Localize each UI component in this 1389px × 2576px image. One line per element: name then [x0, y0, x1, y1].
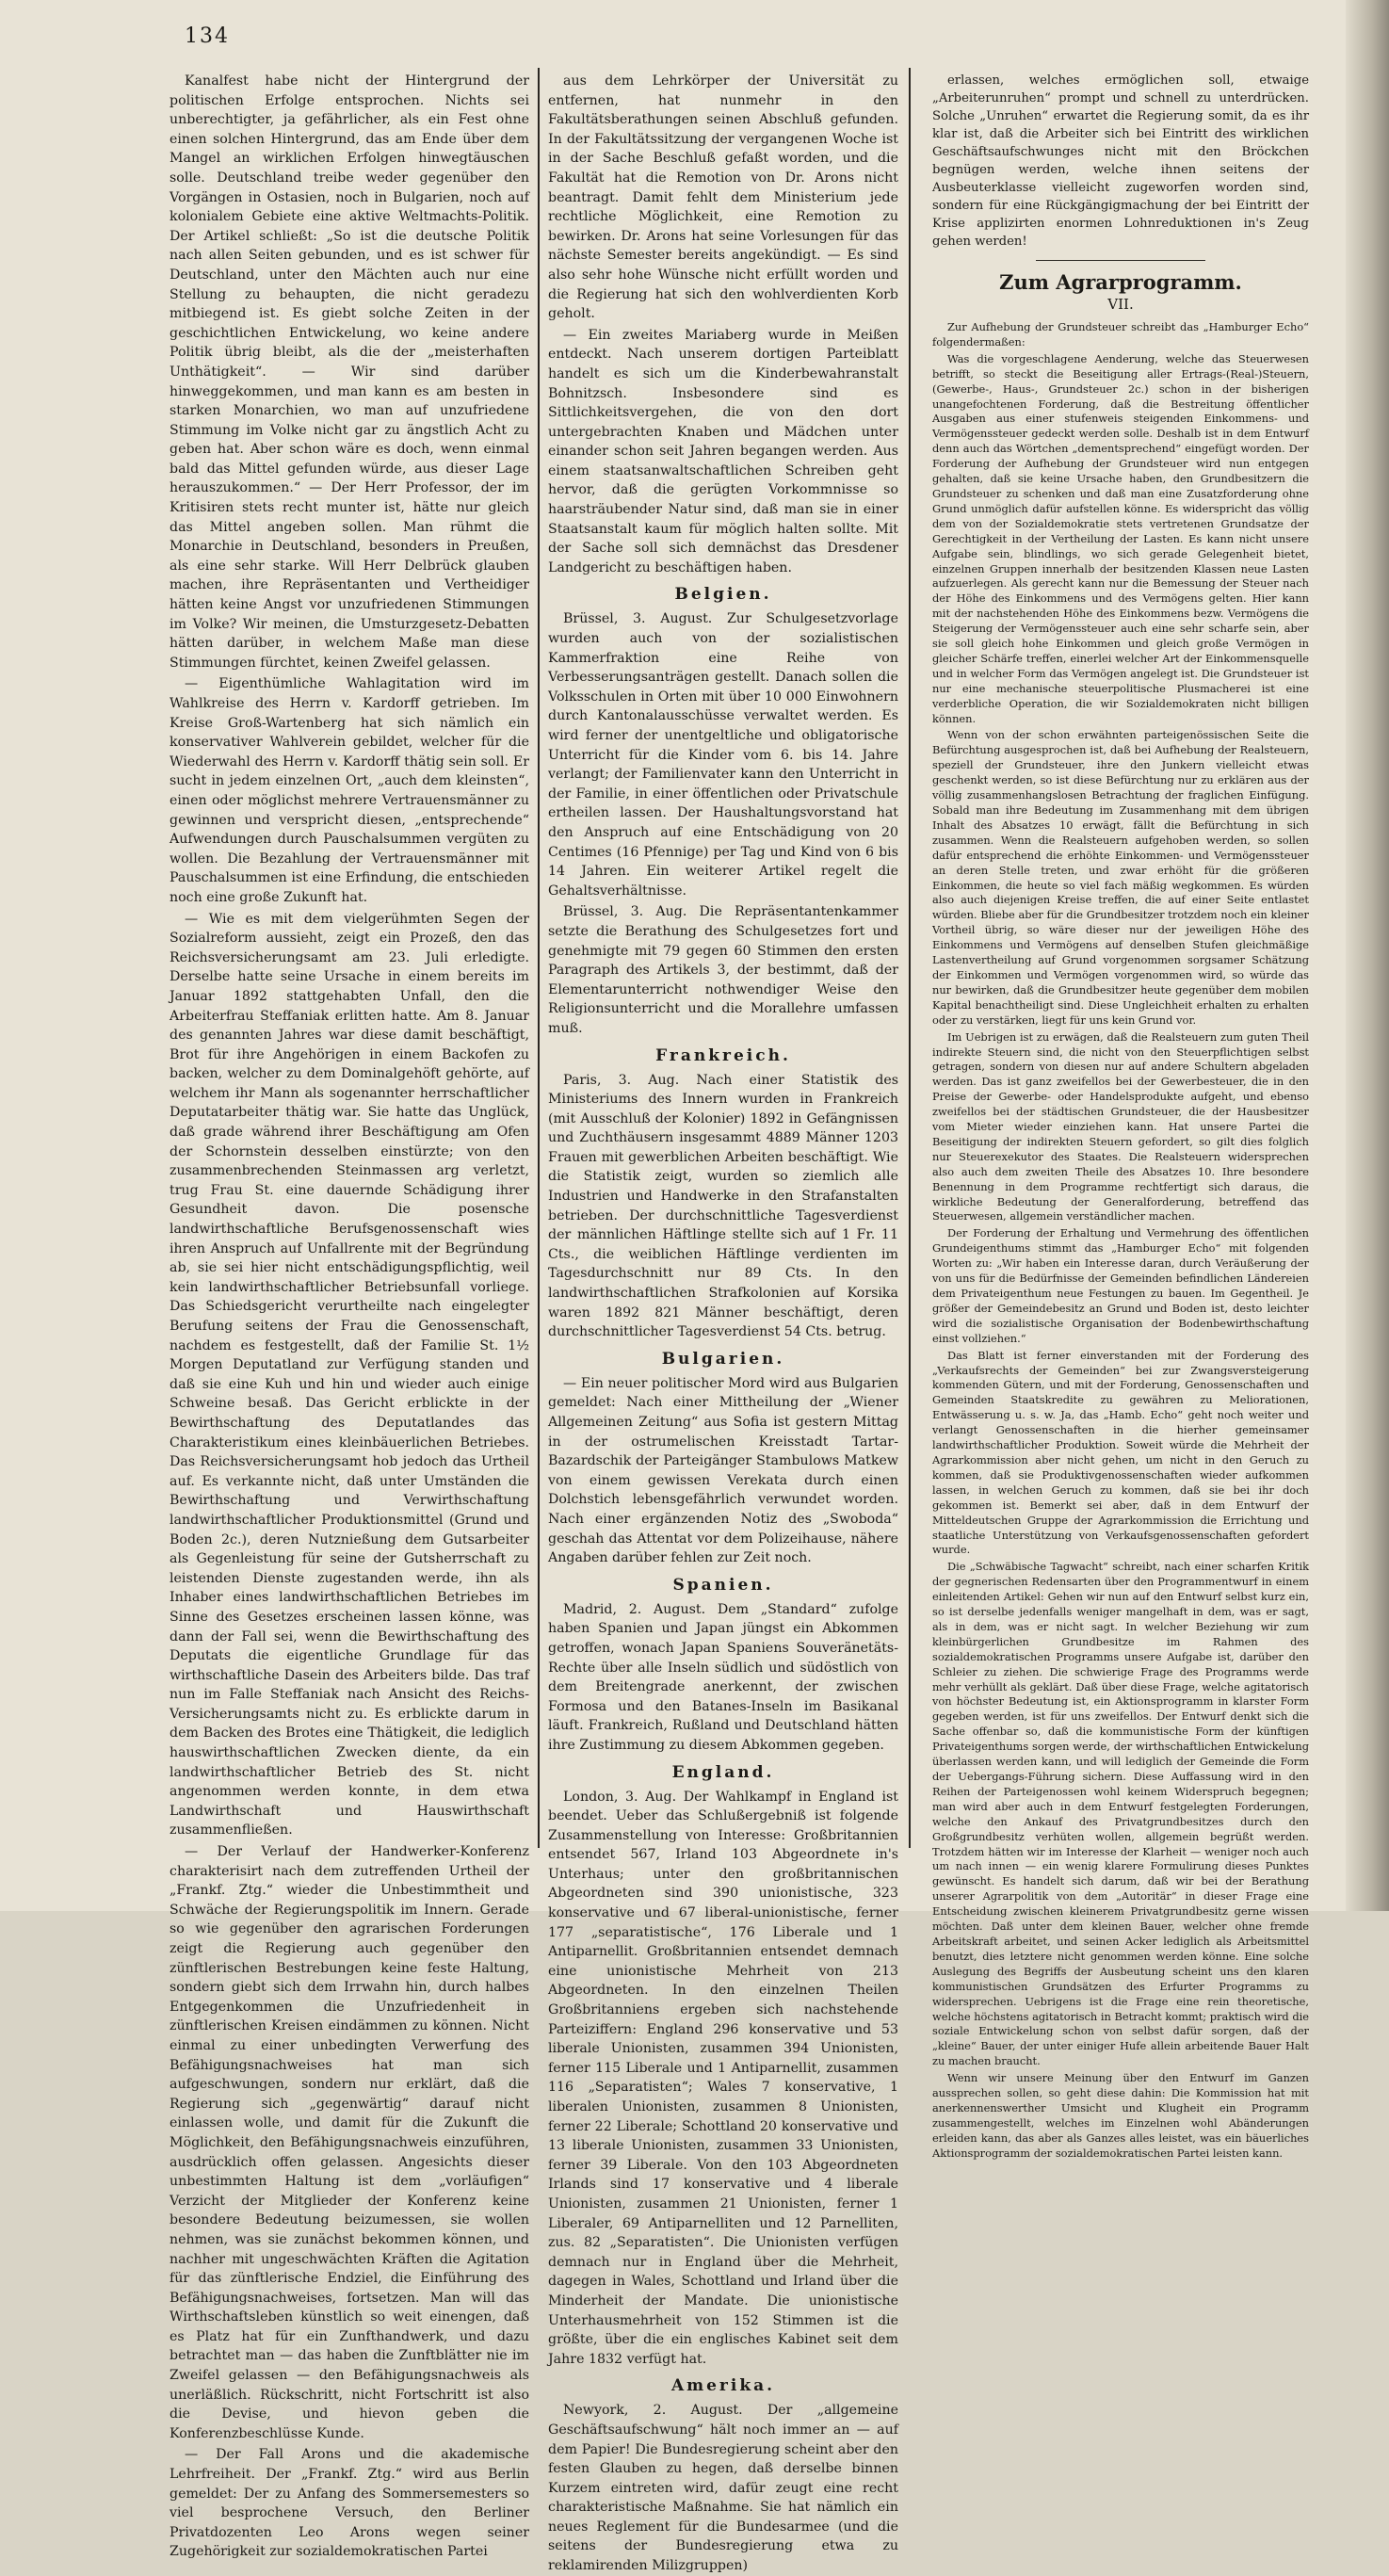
article-paragraph: — Ein neuer politischer Mord wird aus Bulgarien gemeldet: Nach einer Mittheilung der „Wiener Allgemeinen Zeitung“ aus Sofia ist gestern Mittag in der ostrumelischen Kreisstadt Tartar-Bazardschik der Parteigänger Stambulows Matkew von einem gewissen Verekata durch einen Dolchstich lebensgefährlich verwundet worden. Nach einer ergänzenden Notiz des „Swoboda“ geschah das Attentat vor dem Polizeihause, nähere Angaben darüber fehlen zur Zeit noch.: [548, 1375, 898, 1566]
article-paragraph: Wenn von der schon erwähnten parteigenössischen Seite die Befürchtung ausgesprochen ist, daß bei Aufhebung der Realsteuern, speziell der Grundsteuer, ihre den Junkern vielleicht etwas geschenkt werden, so ist diese Befürchtung nur zu erklären aus der völlig zusammenhangslosen Betrachtung der fraglichen Einfügung. Sobald man ihre Bedeutung im Zusammenhang mit dem übrigen Inhalt des Absatzes 10 erwägt, fällt die Befürchtung in sich zusammen. Wenn die Realsteuern aufgehoben werden, so sollen dafür entsprechend die erhöhte Einkommen- und Vermögenssteuer an deren Stelle treten, und zwar erhöht für die größeren Einkommen, die heute so viel fach mäßig wegkommen. Es würden also auch diejenigen Kreise treffen, die auf einer Seite entlastet würden. Bliebe aber für die Grundbesitzer trotzdem noch ein kleiner Vortheil übrig, so wäre dieser nur der jeweiligen Höhe des Einkommens und Vermögens auf denselben Stufen gleichmäßige Lastenvertheilung auf Grund vorgenommen sorgsamer Schätzung der Einkommen und Vermögen vorgenommen wird, so würde das nur bewirken, daß die Grundbesitzer heute gegenüber dem mobilen Kapital benachtheiligt sind. Diese Ungleichheit erhalten zu erhalten oder zu verstärken, liegt für uns kein Grund vor.: [932, 728, 1309, 1027]
article-paragraph: London, 3. Aug. Der Wahlkampf in England ist beendet. Ueber das Schlußergebniß ist folgende Zusammenstellung von Interesse: Großbritannien entsendet 567, Irland 103 Abgeordnete in's Unterhaus; unter den großbritannischen Abgeordneten sind 390 unionistische, 323 konservative und 67 liberal-unionistische, ferner 177 „separatistische“, 176 Liberale und 1 Antiparnellit. Großbritannien entsendet demnach eine unionistische Mehrheit von 213 Abgeordneten. In den einzelnen Theilen Großbritanniens ergeben sich nachstehende Parteiziffern: England 296 konservative und 53 liberale Unionisten, zusammen 394 Unionisten, ferner 115 Liberale und 1 Antiparnellit, zusammen 116 „Separatisten“; Wales 7 konservative, 1 liberalen Unionisten, zusammen 8 Unionisten, ferner 22 Liberale; Schottland 20 konservative und 13 liberale Unionisten, zusammen 33 Unionisten, ferner 39 Liberale. Von den 103 Abgeordneten Irlands sind 17 konservative und 4 liberale Unionisten, zusammen 21 Unionisten, ferner 1 Liberaler, 69 Antiparnelliten und 12 Parnelliten, zus. 82 „Separatisten“. Die Unionisten verfügen demnach nur in England über die Mehrheit, dagegen in Wales, Schottland und Irland über die Minderheit der Mandate. Die unionistische Unterhausmehrheit von 152 Stimmen ist die größte, über die ein englisches Kabinet seit dem Jahre 1832 verfügt hat.: [548, 1789, 898, 2367]
article-paragraph: Paris, 3. Aug. Nach einer Statistik des Ministeriums des Innern wurden in Frankreich (mit Ausschluß der Kolonier) 1892 in Gefängnissen und Zuchthäusern insgesammt 4889 Männer 1203 Frauen mit gewerblichen Arbeiten beschäftigt. Wie die Statistik zeigt, wurden so ziemlich alle Industrien und Handwerke in den Strafanstalten betrieben. Der durchschnittliche Tagesverdienst der männlichen Häftlinge stellte sich auf 1 Fr. 11 Cts., die weiblichen Häftlinge verdienten im Tagesdurchschnitt nur 89 Cts. In den landwirthschaftlichen Strafkolonien auf Korsika waren 1892 821 Männer beschäftigt, deren durchschnittlicher Tagesverdienst 54 Cts. betrug.: [548, 1072, 898, 1340]
column-rule-2: [909, 68, 911, 1848]
article-paragraph: Wenn wir unsere Meinung über den Entwurf im Ganzen aussprechen sollen, so geht diese dahin: Die Kommission hat mit anerkennenswerther Umsicht und Klugheit ein Programm zusammengestellt, welches im Einzelnen wohl Abänderungen erleiden kann, das aber als Ganzes alles leistet, was ein bäuerliches Aktionsprogramm der sozialdemokratischen Partei leisten kann.: [932, 2071, 1309, 2160]
article-paragraph: Die „Schwäbische Tagwacht“ schreibt, nach einer scharfen Kritik der gegnerischen Redensarten über den Programmentwurf in einem einleitenden Artikel: Gehen wir nun auf den Entwurf selbst kurz ein, so ist derselbe jedenfalls weniger mangelhaft in dem, was er sagt, als in dem, was er nicht sagt. In welcher Beziehung wir zum kleinbürgerlichen Grundbesitze im Rahmen des sozialdemokratischen Programms unsere Aufgabe ist, darüber den Schleier zu ziehen. Die schwierige Frage des Programms werde mehr verhüllt als geklärt. Daß über diese Frage, welche agitatorisch von höchster Bedeutung ist, ein Aktionsprogramm in klarster Form gegeben werden, ist für uns zweifellos. Der Entwurf denkt sich die Sache offenbar so, daß die kommunistische Form der künftigen Privateigenthums sorgen werde, der wirthschaftlichen Entwickelung überlassen werden kann, und will lediglich der Gemeinde die Form der Uebergangs-Führung sichern. Diese Auffassung wird in den Reihen der Parteigenossen wohl keinem Widerspruch begegnen; man wird aber auch in dem Entwurf festgelegten Forderungen, welche den Ankauf des Privatgrundbesitzes durch den Großgrundbesitz verhüten wollen, allgemein begrüßt werden. Trotzdem hätten wir im Interesse der Klarheit — weniger noch auch um nach innen — ein wenig klarere Formulirung dieses Punktes gewünscht. Es handelt sich darum, daß wir bei der Berathung unserer Agrarpolitik von dem „Autoritär“ in dieser Frage eine Entscheidung zwischen kleinerem Privatgrundbesitz gerne wissen möchten. Daß unter dem kleinen Bauer, welcher ohne fremde Arbeitskraft arbeitet, und seinen Acker lediglich als Arbeitsmittel benutzt, dies letztere nicht genommen werden könne. Eine solche Auslegung des Begriffs der Ausbeutung scheint uns den klaren kommunistischen Grundsätzen des Erfurter Programms zu widersprechen. Uebrigens ist die Frage eine rein theoretische, welche höchstens agitatorisch in Betracht kommt; praktisch wird die soziale Entwickelung schon von selbst dafür sorgen, daß der „kleine“ Bauer, der unter einiger Hufe allein arbeitende Bauer Halt zu machen braucht.: [932, 1560, 1309, 2068]
page-number: 134: [185, 24, 230, 48]
article-paragraph: — Der Verlauf der Handwerker-Konferenz charakterisirt nach dem zutreffenden Urtheil der „Frankf. Ztg.“ wieder die Unbestimmtheit und Schwäche der Regierungspolitik im Innern. Gerade so wie gegenüber den agrarischen Forderungen zeigt die Regierung auch gegenüber den zünftlerischen Bestrebungen keine feste Haltung, sondern giebt sich dem Irrwahn hin, durch halbes Entgegenkommen die Unzufriedenheit in zünftlerischen Kreisen eindämmen zu können. Nicht einmal zu einer unbedingten Verwerfung des Befähigungsnachweises hat man sich aufgeschwungen, sondern nur erklärt, daß die Regierung sich „gegenwärtig“ darauf nicht einlassen wolle, und damit für die Zukunft die Möglichkeit, den Befähigungsnachweis einzuführen, ausdrücklich offen gelassen. Angesichts dieser unbestimmten Haltung ist dem „vorläufigen“ Verzicht der Mitglieder der Konferenz keine besondere Bedeutung beizumessen, sie wollen nehmen, was sie zunächst bekommen können, und nachher mit ungeschwächten Kräften die Agitation für das zünftlerische Endziel, die Einführung des Befähigungsnachweises, fortsetzen. Man will das Wirthschaftsleben künstlich so weit einengen, daß es Platz hat für ein Zunfthandwerk, und dazu betrachtet man — das haben die Zunftblätter nie im Zweifel gelassen — den Befähigungsnachweis als unerläßlich. Rückschritt, nicht Fortschritt ist also die Devise, und hievon geben die Konferenzbeschlüsse Kunde.: [170, 1844, 529, 2441]
page-edge-shadow: [1346, 0, 1389, 1911]
article-paragraph: Madrid, 2. August. Dem „Standard“ zufolge haben Spanien und Japan jüngst ein Abkommen getroffen, wonach Japan Spaniens Souveränetäts-Rechte über alle Inseln südlich und südöstlich von dem Breitengrade anerkennt, der zwischen Formosa und den Batanes-Inseln im Basikanal läuft. Frankreich, Rußland und Deutschland hätten ihre Zustimmung zu diesem Abkommen gegeben.: [548, 1601, 898, 1753]
section-heading: England.: [671, 1762, 775, 1782]
column-1: [170, 72, 529, 2560]
section-heading: Frankreich.: [655, 1045, 791, 1065]
section-heading: Spanien.: [672, 1575, 774, 1595]
article-paragraph: Brüssel, 3. Aug. Die Repräsentantenkammer setzte die Berathung des Schulgesetzes fort und genehmigte mit 79 gegen 60 Stimmen den ersten Paragraph des Artikels 3, der bestimmt, daß der Elementarunterricht nothwendiger Weise den Religionsunterricht und die Morallehre umfassen muß.: [548, 904, 898, 1036]
article-paragraph: — Eigenthümliche Wahlagitation wird im Wahlkreise des Herrn v. Kardorff getrieben. Im Kreise Groß-Wartenberg hat sich nämlich ein konservativer Wahlverein gebildet, welcher für die Wiederwahl des Herrn v. Kardorff thätig sein soll. Er sucht in jedem einzelnen Ort, „auch dem kleinsten“, einen oder möglichst mehrere Vertrauensmänner zu gewinnen und verspricht diesen, „entsprechende“ Aufwendungen durch Pauschalsummen vergüten zu wollen. Die Bezahlung der Vertrauensmänner mit Pauschalsummen ist eine Erfindung, die entschieden noch eine große Zukunft hat.: [170, 676, 529, 905]
section-divider: [1036, 260, 1205, 261]
column-3: [932, 72, 1309, 2160]
article-paragraph: — Ein zweites Mariaberg wurde in Meißen entdeckt. Nach unserem dortigen Parteiblatt handelt es sich um die Kinderbewahranstalt Bohnitzsch. Insbesondere sind es Sittlichkeitsvergehen, die von den dort untergebrachten Knaben und Mädchen unter einander schon seit Jahren begangen werden. Aus einem staatsanwaltschaftlichen Schreiben geht hervor, daß die gerügten Vorkommnisse so haarsträubender Natur sind, daß man sie in einer Staatsanstalt kaum für möglich halten sollte. Mit der Sache soll sich demnächst das Dresdener Landgericht zu beschäftigen haben.: [548, 327, 898, 575]
article-paragraph: Newyork, 2. August. Der „allgemeine Geschäftsaufschwung“ hält noch immer an — auf dem Papier! Die Bundesregierung scheint aber den festen Glauben zu hegen, daß derselbe binnen Kurzem eintreten wird, dafür zeugt eine recht charakteristische Maßnahme. Sie hat nämlich ein neues Reglement für die Bundesarmee (und die seitens der Bundesregierung etwa zu reklamirenden Milizgruppen): [548, 2403, 898, 2574]
article-paragraph: — Der Fall Arons und die akademische Lehrfreiheit. Der „Frankf. Ztg.“ wird aus Berlin gemeldet: Der zu Anfang des Sommersemesters so viel besprochene Versuch, den Berliner Privatdozenten Leo Arons wegen seiner Zugehörigkeit zur sozialdemokratischen Partei: [170, 2447, 529, 2560]
article-paragraph: Was die vorgeschlagene Aenderung, welche das Steuerwesen betrifft, so steckt die Beseitigung aller Ertrags-(Real-)Steuern, (Gewerbe-, Haus-, Grundsteuer 2c.) schon in der bisherigen unangefochtenen Forderung, daß die Bestreitung öffentlicher Ausgaben aus einer stufenweis steigenden Einkommens- und Vermögenssteuer gedeckt werden solle. Deshalb ist in dem Entwurf denn auch das Wörtchen „dementsprechend“ eingefügt worden. Der Forderung der Aufhebung der Grundsteuer wird nun entgegen gehalten, daß sie keine Ursache haben, den Grundbesitzern die Grundsteuer zu schenken und daß man eine Zusatzforderung ohne Grund unmöglich dafür aufstellen könne. Es widerspricht das völlig dem von der Sozialdemokratie stets vertretenen Grundsatze der Gerechtigkeit in der Vertheilung der Lasten. Es kann nicht unsere Aufgabe sein, blindlings, wo sich gerade Gelegenheit bietet, einzelnen Gruppen innerhalb der besitzenden Klassen neue Lasten aufzuerlegen. Als gerecht kann nur die Bemessung der Steuer nach der Höhe des Einkommens und des Vermögens gelten. Hier kann mit der nachstehenden Höhe des Einkommens bezw. Vermögens die Steigerung der Vermögenssteuer auch eine sehr scharfe sein, aber sie soll gleich hohe Einkommen und gleich große Vermögen in gleicher Schärfe treffen, einerlei welcher Art der Einkommensquelle und in welcher Form das Vermögen angelegt ist. Die Grundsteuer ist nur eine mechanische steuerpolitische Plusmacherei ist eine verderbliche Operation, die wir Sozialdemokraten nicht billigen können.: [932, 351, 1309, 725]
section-title: Zum Agrarprogramm.: [999, 270, 1242, 294]
article-paragraph: Brüssel, 3. August. Zur Schulgesetzvorlage wurden auch von der sozialistischen Kammerfraktion eine Reihe von Verbesserungsanträgen gestellt. Danach sollen die Volksschulen in Orten mit über 10 000 Einwohnern durch Kantonalausschüsse verwaltet werden. Es wird ferner der unentgeltliche und obligatorische Unterricht für die Kinder vom 6. bis 14. Jahre verlangt; der Familienvater kann den Unterricht in der Familie, in einer öffentlichen oder Privatschule ertheilen lassen. Der Haushaltungsvorstand hat den Anspruch auf eine Entschädigung von 20 Centimes (16 Pfennige) per Tag und Kind von 6 bis 14 Jahren. Ein weiterer Artikel regelt die Gehaltsverhältnisse.: [548, 611, 898, 899]
column-rule-1: [538, 68, 540, 1848]
column-2: [548, 72, 898, 2574]
section-heading: Bulgarien.: [661, 1349, 785, 1369]
article-paragraph: — Wie es mit dem vielgerühmten Segen der Sozialreform aussieht, zeigt ein Prozeß, den das Reichsversicherungsamt am 23. Juli erledigte. Derselbe hatte seine Ursache in einem bereits im Januar 1892 stattgehabten Unfall, den die Arbeiterfrau Steffaniak erlitten hatte. Am 8. Januar des genannten Jahres war diese damit beschäftigt, Brot für ihre Angehörigen in einem Backofen zu backen, welcher zu dem Dominalgehöft gehörte, auf welchem ihr Mann als sogenannter herrschaftlicher Deputatarbeiter thätig war. Sie hatte das Unglück, daß grade während ihrer Beschäftigung am Ofen der Schornstein desselben einstürzte; von den zusammenbrechenden Steinmassen arg verletzt, trug Frau St. eine dauernde Schädigung ihrer Gesundheit davon. Die posensche landwirthschaftliche Berufsgenossenschaft wies ihren Anspruch auf Unfallrente mit der Begründung ab, sie sei hier nicht entschädigungspflichtig, weil kein landwirthschaftlicher Betriebsunfall vorliege. Das Schiedsgericht verurtheilte nach eingelegter Berufung seitens der Frau die Genossenschaft, nachdem es festgestellt, daß der Familie St. 1½ Morgen Deputatland zur Verfügung standen und daß sie eine Kuh und hin und wieder auch einige Schweine besaß. Das Gericht erblickte in der Bewirthschaftung des Deputatlandes das Charakteristikum eines kleinbäuerlichen Betriebes. Das Reichsversicherungsamt hob jedoch das Urtheil auf. Es verkannte nicht, daß unter Umständen die Bewirthschaftung und Verwirthschaftung landwirthschaftlicher Produktionsmittel (Grund und Boden 2c.), deren Nutznießung dem Gutsarbeiter als Gegenleistung für seine der Gutsherrschaft zu leistenden Dienste zugestanden werde, ihn als Inhaber eines landwirthschaftlichen Betriebes im Sinne des Gesetzes erscheinen lassen könne, was dann der Fall sei, wenn die Bewirthschaftung des Deputats die eigentliche Grundlage für das wirthschaftliche Dasein des Arbeiters bilde. Das traf nun im Falle Steffaniak nach Ansicht des Reichs-Versicherungsamts nicht zu. Es erblickte darum in dem Backen des Brotes eine Thätigkeit, die lediglich hauswirthschaftlichen Zwecken diente, da ein landwirthschaftlicher Betrieb des St. nicht angenommen werden konnte, in dem etwa Landwirthschaft und Hauswirthschaft zusammenfließen.: [170, 911, 529, 1839]
section-heading: Amerika.: [670, 2376, 776, 2396]
section-heading: Belgien.: [674, 585, 772, 605]
article-paragraph: erlassen, welches ermöglichen soll, etwaige „Arbeiterunruhen“ prompt und schnell zu unterdrücken. Solche „Unruhen“ erwartet die Regierung somit, da es ihr klar ist, daß die Arbeiter sich bei Eintritt des wirklichen Geschäftsaufschwunges nicht mit den Bröckchen begnügen werden, welche ihnen seitens der Ausbeuterklasse vielleicht zugeworfen worden sind, sondern für eine Rückgängigmachung der bei Eintritt der Krise applizirten enormen Lohnreduktionen in's Zeug gehen werden!: [932, 73, 1309, 249]
article-paragraph: Der Forderung der Erhaltung und Vermehrung des öffentlichen Grundeigenthums stimmt das „Hamburger Echo“ mit folgenden Worten zu: „Wir haben ein Interesse daran, durch Veräußerung der von uns für die Bedürfnisse der Gemeinden befindlichen Ländereien dem Privateigenthum neue Festungen zu bauen. Im Gegentheil. Je größer der Gemeindebesitz an Grund und Boden ist, desto leichter wird die sozialistische Organisation der Bodenbewirthschaftung einst vollziehen.“: [932, 1226, 1309, 1345]
article-paragraph: Das Blatt ist ferner einverstanden mit der Forderung des „Verkaufsrechts der Gemeinden“ bei zur Zwangsversteigerung kommenden Gütern, und mit der Forderung, Genossenschaften und Gemeinden Staatskredite zu gewähren zu Meliorationen, Entwässerung u. s. w. Ja, das „Hamb. Echo“ geht noch weiter und verlangt Genossenschaften in die hierher gemeinsamer landwirthschaftlicher Produktion. Soweit würde die Mehrheit der Agrarkommission aber nicht gehen, um nicht in den Geruch zu kommen, daß sie Produktivgenossenschaften wieder aufkommen lassen, in welchen Geruch zu kommen, daß sie bei ihr doch gekommen ist. Bemerkt sei aber, daß in dem Entwurf der Mitteldeutschen Gruppe der Agrarkommission die Errichtung und staatliche Unterstützung von Verkaufsgenossenschaften gefordert wurde.: [932, 1348, 1309, 1557]
article-paragraph: Zur Aufhebung der Grundsteuer schreibt das „Hamburger Echo“ folgendermaßen:: [932, 320, 1309, 348]
article-paragraph: Im Uebrigen ist zu erwägen, daß die Realsteuern zum guten Theil indirekte Steuern sind, die nicht von den Steuerpflichtigen selbst getragen, sondern von diesen nur auf andere Schultern abgeladen werden. Das ist ganz zweifellos bei der Gewerbesteuer, die in den Preise der Gewerbe- oder Handelsprodukte aufgeht, und ebenso zweifellos bei der städtischen Grundsteuer, die der Hausbesitzer vom Mieter wieder einziehen kann. Hat unsere Partei die Beseitigung der indirekten Steuern gefordert, so gilt dies folglich nur Steuerexekutor des Staates. Die Realsteuern widersprechen also auch dem zweiten Theile des Absatzes 10. Ihre besondere Benennung in dem Programme rechtfertigt sich daraus, die wirkliche Bedeutung der Generalforderung, betreffend das Steuerwesen, allgemein verständlicher machen.: [932, 1029, 1309, 1223]
section-number: VII.: [1107, 296, 1134, 313]
article-paragraph: aus dem Lehrkörper der Universität zu entfernen, hat nunmehr in den Fakultätsberathungen seinen Abschluß gefunden. In der Fakultätssitzung der vergangenen Woche ist in der Sache Beschluß gefaßt worden, und die Fakultät hat die Remotion von Dr. Arons nicht beantragt. Damit fehlt dem Ministerium jede rechtliche Möglichkeit, eine Remotion zu bewirken. Dr. Arons hat seine Vorlesungen für das nächste Semester bereits angekündigt. — Es sind also sehr hohe Wünsche nicht erfüllt worden und die Regierung hat sich den wohlverdienten Korb geholt.: [548, 73, 898, 322]
article-paragraph: Kanalfest habe nicht der Hintergrund der politischen Erfolge entsprochen. Nichts sei unberechtigter, ja gefährlicher, als ein Fest ohne einen solchen Hintergrund, das am Ende über dem Mangel an wirklichen Erfolgen hinwegtäuschen solle. Deutschland treibe weder gegenüber den Vorgängen in Ostasien, noch in Bulgarien, noch auf kolonialem Gebiete eine aktive Weltmachts-Politik. Der Artikel schließt: „So ist die deutsche Politik nach allen Seiten gebunden, und es ist schwer für Deutschland, unter den Mächten auch nur eine Stellung zu behaupten, die nicht geradezu mitbiegend ist. Es giebt solche Zeiten in der geschichtlichen Entwickelung, wo keine andere Politik übrig bleibt, als die der „meisterhaften Unthätigkeit“. — Wir sind darüber hinweggekommen, und man kann es am besten in starken Monarchien, wo man auf unzufriedene Stimmung im Volke nicht gar zu ängstlich Acht zu geben hat. Aber schon wäre es doch, wenn einmal bald das Mittel gefunden würde, aus dieser Lage herauszukommen.“ — Der Herr Professor, der im Kritisiren stets recht munter ist, hätte nur gleich das Mittel angeben sollen. Man rühmt die Monarchie in Deutschland, besonders in Preußen, als eine sehr starke. Will Herr Delbrück glauben machen, ihre Repräsentanten und Vertheidiger hätten keine Angst vor unzufriedenen Stimmungen im Volke? Wir meinen, die Umsturzgesetz-Debatten hätten darüber, in welchem Maße man diese Stimmungen fürchtet, keinen Zweifel gelassen.: [170, 73, 529, 671]
